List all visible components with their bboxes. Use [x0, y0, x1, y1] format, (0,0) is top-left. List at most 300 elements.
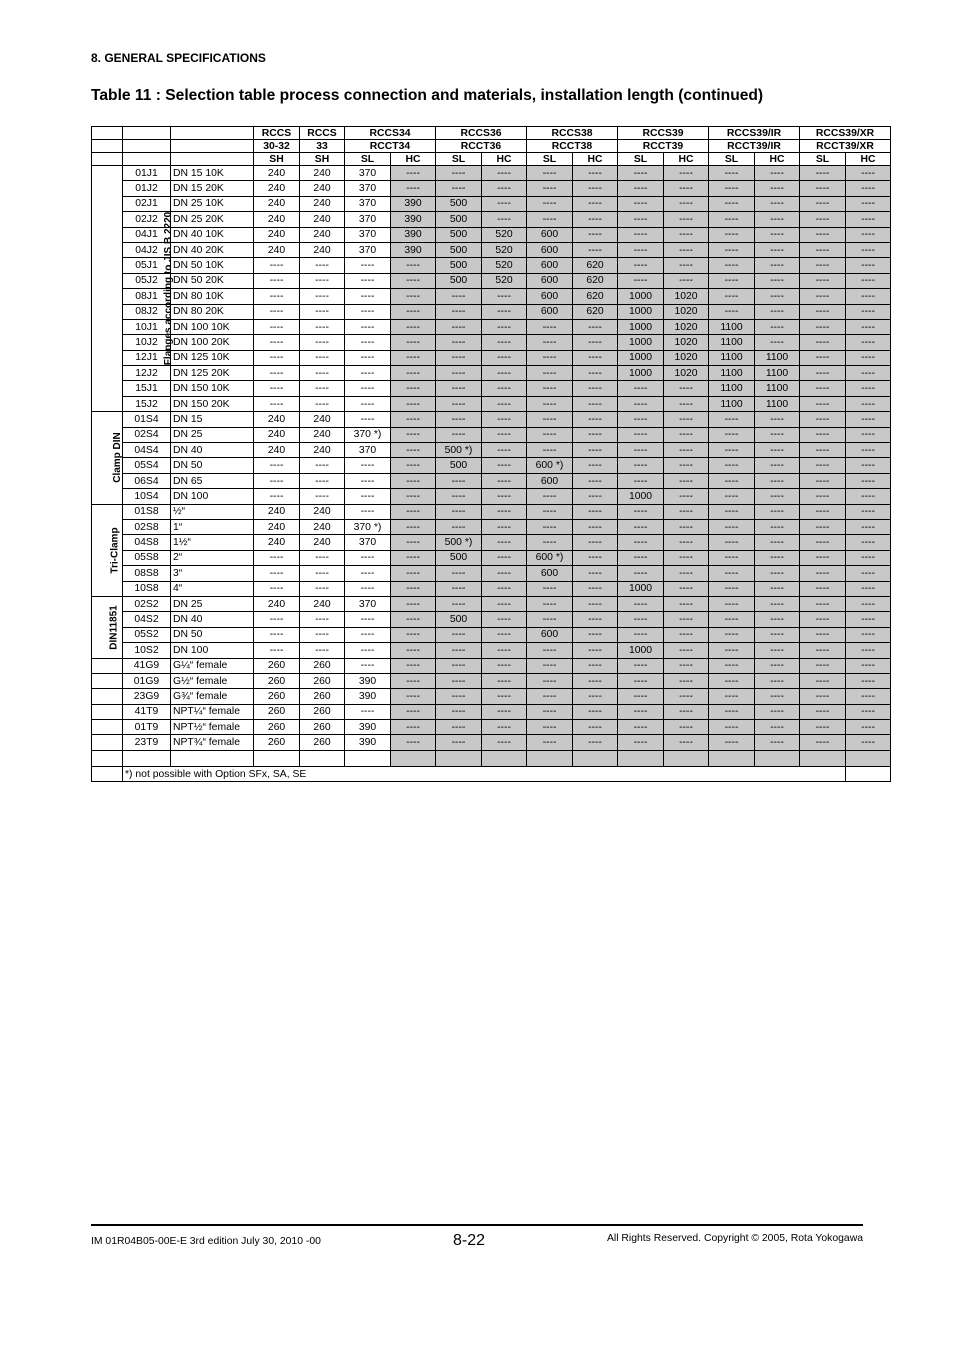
length-value: ---- [664, 643, 709, 658]
header-model-name: RCCT36 [436, 140, 527, 153]
table-row [92, 166, 891, 181]
table-row [92, 473, 891, 488]
length-value: ---- [664, 504, 709, 519]
length-value: ---- [618, 381, 664, 396]
length-value: ---- [709, 658, 755, 673]
length-value: 240 [254, 227, 300, 242]
length-value: ---- [573, 535, 618, 550]
length-value: ---- [391, 319, 436, 334]
length-value: ---- [846, 258, 891, 273]
length-value: ---- [846, 566, 891, 581]
length-value: ---- [573, 366, 618, 381]
length-value: ---- [618, 720, 664, 735]
header-model-name: RCCS [254, 127, 300, 140]
length-value: ---- [482, 181, 527, 196]
table-row [92, 212, 891, 227]
length-value: ---- [664, 166, 709, 181]
length-value: 500 [436, 196, 482, 211]
length-value: ---- [664, 704, 709, 719]
length-value: 240 [300, 596, 345, 611]
length-value: ---- [482, 673, 527, 688]
length-value: ---- [345, 581, 391, 596]
length-value: 390 [391, 227, 436, 242]
header-blank-cell [92, 140, 123, 153]
group-label: Flanges according to JIS B 2220 [163, 211, 175, 366]
length-value: ---- [482, 689, 527, 704]
length-value: ---- [345, 704, 391, 719]
length-value: 240 [300, 535, 345, 550]
option-code: 10J2 [123, 335, 171, 350]
length-value: ---- [755, 704, 800, 719]
length-value: ---- [618, 473, 664, 488]
length-value: ---- [345, 658, 391, 673]
length-value: ---- [482, 412, 527, 427]
blank-cell [846, 750, 891, 766]
length-value: 260 [300, 735, 345, 750]
length-value: 240 [254, 166, 300, 181]
length-value: ---- [573, 566, 618, 581]
length-value: ---- [755, 643, 800, 658]
length-value: ---- [573, 166, 618, 181]
blank-cell [755, 750, 800, 766]
length-value: ---- [573, 735, 618, 750]
length-value: ---- [527, 489, 573, 504]
length-value: ---- [527, 427, 573, 442]
length-value: ---- [800, 381, 846, 396]
length-value: ---- [846, 720, 891, 735]
option-code: 23G9 [123, 689, 171, 704]
connection-desc: DN 50 [171, 627, 254, 642]
length-value: ---- [482, 489, 527, 504]
option-code: 02S4 [123, 427, 171, 442]
table-row [92, 458, 891, 473]
length-value: ---- [846, 304, 891, 319]
length-value: ---- [846, 443, 891, 458]
connection-desc: DN 125 10K [171, 350, 254, 365]
length-value: ---- [300, 350, 345, 365]
length-value: ---- [709, 273, 755, 288]
length-value: ---- [800, 319, 846, 334]
table-row [92, 304, 891, 319]
length-value: ---- [482, 427, 527, 442]
length-value: ---- [391, 396, 436, 411]
length-value: ---- [800, 458, 846, 473]
length-value: 240 [254, 443, 300, 458]
length-value: 260 [254, 704, 300, 719]
length-value: ---- [709, 304, 755, 319]
length-value: ---- [709, 443, 755, 458]
option-code: 10J1 [123, 319, 171, 334]
length-value: 390 [345, 673, 391, 688]
length-value: ---- [709, 535, 755, 550]
page-number: 8-22 [453, 1232, 486, 1249]
option-code: 04S2 [123, 612, 171, 627]
length-value: ---- [527, 166, 573, 181]
length-value: ---- [618, 566, 664, 581]
length-value: ---- [527, 350, 573, 365]
length-value: ---- [573, 581, 618, 596]
length-value: ---- [436, 396, 482, 411]
length-value: ---- [482, 704, 527, 719]
length-value: 600 *) [527, 550, 573, 565]
length-value: ---- [300, 581, 345, 596]
table-row [92, 273, 891, 288]
length-value: ---- [300, 319, 345, 334]
length-value: ---- [755, 473, 800, 488]
header-blank-cell [171, 153, 254, 166]
group-label-cell [92, 504, 123, 596]
length-value: ---- [436, 566, 482, 581]
table-row [92, 289, 891, 304]
length-value: ---- [391, 458, 436, 473]
length-value: 260 [254, 658, 300, 673]
length-value: ---- [664, 735, 709, 750]
group-label: Tri-Clamp [109, 527, 121, 574]
option-code: 10S4 [123, 489, 171, 504]
length-value: ---- [573, 350, 618, 365]
length-value: ---- [618, 550, 664, 565]
length-value: ---- [618, 596, 664, 611]
length-value: ---- [300, 627, 345, 642]
length-value: ---- [800, 412, 846, 427]
length-value: ---- [755, 566, 800, 581]
length-value: ---- [254, 289, 300, 304]
length-value: ---- [709, 212, 755, 227]
length-value: ---- [482, 319, 527, 334]
length-value: ---- [800, 612, 846, 627]
connection-desc: DN 150 10K [171, 381, 254, 396]
blank-cell [345, 750, 391, 766]
length-value: ---- [800, 596, 846, 611]
length-value: ---- [527, 612, 573, 627]
length-value: ---- [664, 535, 709, 550]
length-value: ---- [709, 289, 755, 304]
connection-desc: DN 40 10K [171, 227, 254, 242]
header-model-name: 33 [300, 140, 345, 153]
option-code: 41G9 [123, 658, 171, 673]
table-row [92, 335, 891, 350]
length-value: ---- [345, 304, 391, 319]
length-value: ---- [846, 166, 891, 181]
length-value: 1100 [709, 381, 755, 396]
option-code: 12J2 [123, 366, 171, 381]
header-model-name: RCCT38 [527, 140, 618, 153]
length-value: 500 [436, 458, 482, 473]
length-value: 1020 [664, 350, 709, 365]
length-value: ---- [345, 489, 391, 504]
option-code: 08S8 [123, 566, 171, 581]
connection-desc: DN 40 [171, 443, 254, 458]
option-code: 01J1 [123, 166, 171, 181]
table-row [92, 443, 891, 458]
header-blank-cell [171, 140, 254, 153]
length-value: 1020 [664, 335, 709, 350]
length-value: ---- [573, 396, 618, 411]
length-value: ---- [391, 335, 436, 350]
length-value: ---- [482, 473, 527, 488]
length-value: 260 [254, 735, 300, 750]
length-value: ---- [573, 227, 618, 242]
length-value: ---- [618, 166, 664, 181]
length-value: ---- [391, 673, 436, 688]
option-code: 41T9 [123, 704, 171, 719]
length-value: ---- [573, 504, 618, 519]
length-value: ---- [391, 443, 436, 458]
length-value: ---- [755, 627, 800, 642]
length-value: ---- [391, 689, 436, 704]
length-value: ---- [664, 673, 709, 688]
length-value: ---- [527, 504, 573, 519]
length-value: ---- [709, 227, 755, 242]
length-value: ---- [573, 673, 618, 688]
length-value: ---- [482, 289, 527, 304]
length-value: ---- [573, 550, 618, 565]
length-value: ---- [709, 566, 755, 581]
length-value: ---- [391, 596, 436, 611]
length-value: 260 [254, 673, 300, 688]
option-code: 15J1 [123, 381, 171, 396]
group-label-cell [92, 596, 123, 658]
connection-desc: DN 50 10K [171, 258, 254, 273]
length-value: 500 [436, 612, 482, 627]
length-value: 1100 [709, 396, 755, 411]
length-value: ---- [664, 242, 709, 257]
length-value: ---- [846, 396, 891, 411]
length-value: ---- [345, 627, 391, 642]
length-value: ---- [846, 227, 891, 242]
connection-desc: 1½“ [171, 535, 254, 550]
length-value: ---- [345, 350, 391, 365]
length-value: ---- [482, 720, 527, 735]
length-value: ---- [664, 550, 709, 565]
length-value: ---- [800, 535, 846, 550]
length-value: ---- [573, 196, 618, 211]
length-value: ---- [391, 519, 436, 534]
length-value: 240 [300, 212, 345, 227]
length-value: ---- [482, 335, 527, 350]
length-value: ---- [755, 181, 800, 196]
connection-desc: DN 100 [171, 489, 254, 504]
length-value: ---- [664, 273, 709, 288]
option-code: 02S8 [123, 519, 171, 534]
header-subtype: HC [482, 153, 527, 166]
length-value: ---- [618, 458, 664, 473]
length-value: ---- [664, 720, 709, 735]
length-value: ---- [709, 550, 755, 565]
section-heading: 8. GENERAL SPECIFICATIONS [91, 51, 266, 65]
length-value: ---- [391, 581, 436, 596]
length-value: 1000 [618, 366, 664, 381]
connection-desc: DN 15 20K [171, 181, 254, 196]
length-value: ---- [664, 627, 709, 642]
length-value: ---- [800, 566, 846, 581]
length-value: ---- [709, 612, 755, 627]
connection-desc: DN 80 20K [171, 304, 254, 319]
table-row [92, 581, 891, 596]
length-value: 1100 [755, 350, 800, 365]
length-value: ---- [436, 166, 482, 181]
length-value: 1000 [618, 489, 664, 504]
header-subtype: HC [755, 153, 800, 166]
length-value: ---- [482, 396, 527, 411]
connection-desc: NPT½“ female [171, 720, 254, 735]
table-row [92, 596, 891, 611]
header-subtype: SH [300, 153, 345, 166]
table-row [92, 396, 891, 411]
length-value: ---- [527, 658, 573, 673]
length-value: 240 [300, 519, 345, 534]
length-value: ---- [527, 196, 573, 211]
length-value: 600 [527, 473, 573, 488]
length-value: 620 [573, 273, 618, 288]
length-value: ---- [846, 273, 891, 288]
group-label-cell [92, 673, 123, 688]
table-row [92, 704, 891, 719]
length-value: ---- [800, 581, 846, 596]
length-value: ---- [664, 412, 709, 427]
length-value: ---- [573, 658, 618, 673]
option-code: 05S4 [123, 458, 171, 473]
length-value: ---- [482, 550, 527, 565]
length-value: ---- [664, 596, 709, 611]
length-value: ---- [300, 273, 345, 288]
length-value: ---- [755, 519, 800, 534]
table-row [92, 381, 891, 396]
length-value: ---- [482, 596, 527, 611]
length-value: ---- [709, 458, 755, 473]
header-blank-cell [123, 153, 171, 166]
blank-cell [618, 750, 664, 766]
length-value: ---- [800, 550, 846, 565]
length-value: ---- [618, 412, 664, 427]
length-value: ---- [573, 242, 618, 257]
length-value: 260 [300, 720, 345, 735]
connection-desc: DN 125 20K [171, 366, 254, 381]
length-value: ---- [482, 304, 527, 319]
length-value: ---- [482, 350, 527, 365]
length-value: 240 [300, 412, 345, 427]
length-value: 390 [345, 735, 391, 750]
connection-desc: DN 40 [171, 612, 254, 627]
length-value: ---- [755, 658, 800, 673]
length-value: ---- [755, 504, 800, 519]
header-row-subtypes [92, 153, 891, 166]
length-value: ---- [436, 704, 482, 719]
length-value: ---- [436, 720, 482, 735]
length-value: ---- [436, 581, 482, 596]
length-value: ---- [436, 319, 482, 334]
length-value: ---- [300, 366, 345, 381]
blank-cell [300, 750, 345, 766]
length-value: ---- [482, 735, 527, 750]
length-value: 260 [300, 704, 345, 719]
length-value: ---- [755, 720, 800, 735]
length-value: ---- [254, 273, 300, 288]
length-value: ---- [664, 212, 709, 227]
connection-desc: DN 150 20K [171, 396, 254, 411]
length-value: ---- [436, 519, 482, 534]
header-subtype: SL [345, 153, 391, 166]
length-value: ---- [846, 381, 891, 396]
length-value: ---- [391, 704, 436, 719]
footer-rule [91, 1224, 863, 1226]
option-code: 05J2 [123, 273, 171, 288]
header-subtype: HC [573, 153, 618, 166]
length-value: ---- [664, 689, 709, 704]
connection-desc: DN 65 [171, 473, 254, 488]
length-value: ---- [618, 627, 664, 642]
length-value: 520 [482, 258, 527, 273]
blank-cell [482, 750, 527, 766]
blank-cell [171, 750, 254, 766]
length-value: ---- [345, 612, 391, 627]
length-value: 1020 [664, 289, 709, 304]
length-value: ---- [755, 689, 800, 704]
length-value: ---- [527, 366, 573, 381]
length-value: ---- [800, 258, 846, 273]
length-value: 1100 [755, 381, 800, 396]
option-code: 04J2 [123, 242, 171, 257]
length-value: ---- [254, 304, 300, 319]
length-value: ---- [618, 504, 664, 519]
length-value: ---- [709, 673, 755, 688]
length-value: ---- [345, 643, 391, 658]
header-model-name: RCCS36 [436, 127, 527, 140]
length-value: ---- [527, 443, 573, 458]
header-model-name: RCCS39/XR [800, 127, 891, 140]
connection-desc: DN 80 10K [171, 289, 254, 304]
connection-desc: DN 100 [171, 643, 254, 658]
length-value: ---- [436, 412, 482, 427]
length-value: ---- [846, 350, 891, 365]
length-value: ---- [345, 504, 391, 519]
table-row [92, 196, 891, 211]
connection-desc: 1“ [171, 519, 254, 534]
length-value: ---- [391, 427, 436, 442]
length-value: ---- [254, 550, 300, 565]
length-value: ---- [391, 473, 436, 488]
length-value: ---- [527, 581, 573, 596]
length-value: 1000 [618, 289, 664, 304]
length-value: ---- [345, 550, 391, 565]
length-value: 240 [254, 504, 300, 519]
header-model-name: RCCS39 [618, 127, 709, 140]
length-value: ---- [391, 304, 436, 319]
length-value: ---- [755, 335, 800, 350]
length-value: ---- [573, 704, 618, 719]
length-value: ---- [254, 489, 300, 504]
group-label-cell [92, 720, 123, 735]
length-value: 370 [345, 212, 391, 227]
length-value: 240 [254, 535, 300, 550]
length-value: ---- [846, 550, 891, 565]
connection-desc: DN 15 [171, 412, 254, 427]
length-value: ---- [254, 612, 300, 627]
length-value: ---- [436, 304, 482, 319]
header-subtype: HC [391, 153, 436, 166]
length-value: ---- [436, 489, 482, 504]
blank-cell [573, 750, 618, 766]
length-value: ---- [800, 673, 846, 688]
length-value: ---- [300, 289, 345, 304]
length-value: ---- [527, 643, 573, 658]
length-value: 260 [254, 720, 300, 735]
length-value: ---- [755, 443, 800, 458]
length-value: ---- [755, 196, 800, 211]
length-value: ---- [800, 443, 846, 458]
length-value: ---- [846, 212, 891, 227]
length-value: ---- [391, 643, 436, 658]
